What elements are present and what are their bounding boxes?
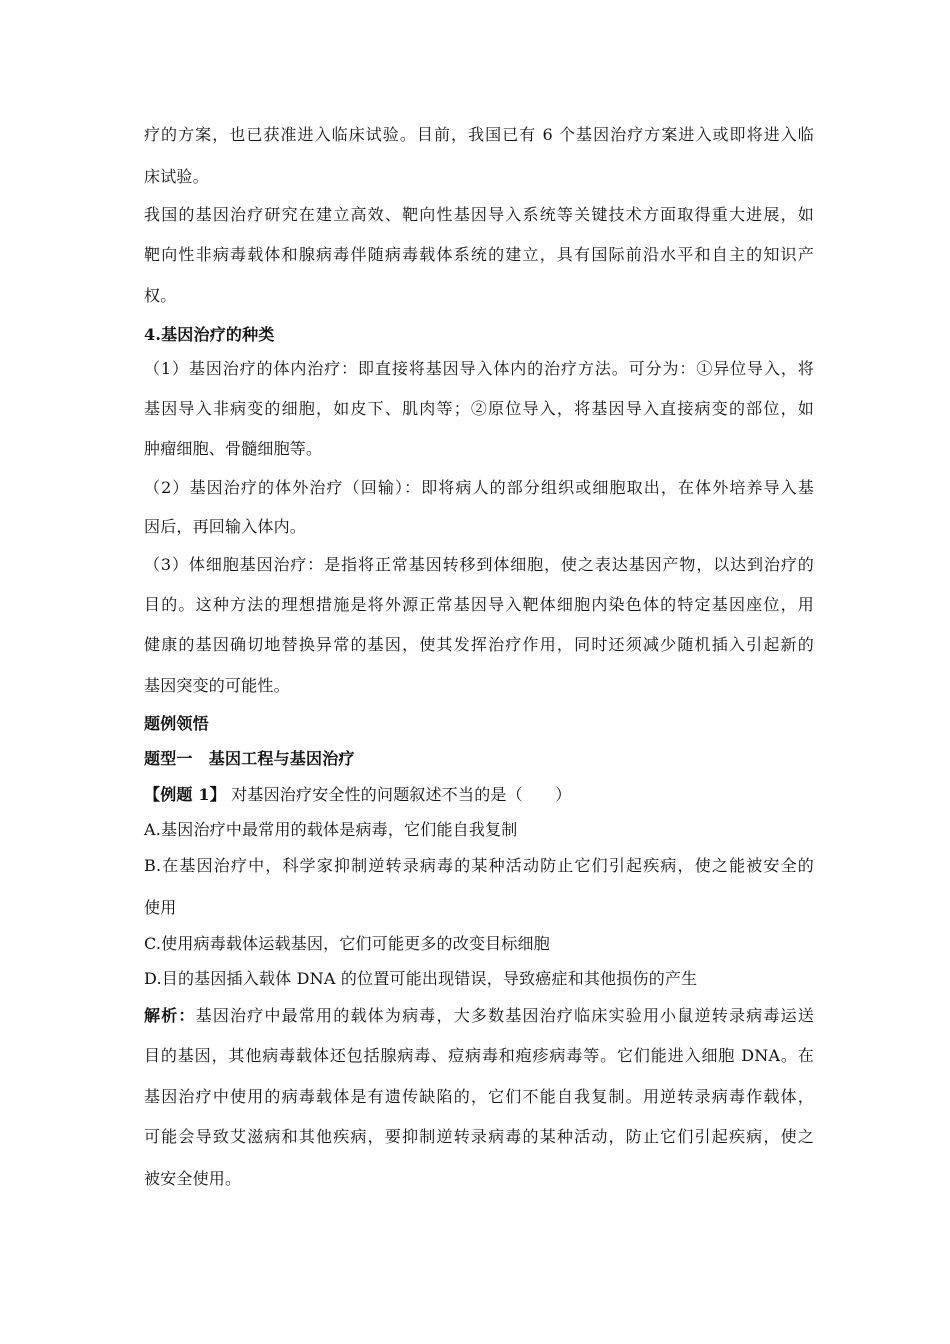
text-line: 基因导入非病变的细胞，如皮下、肌肉等；②原位导入，将基因导入直接病变的部位，如 <box>144 399 814 418</box>
text-line: 床试验。 <box>144 167 209 186</box>
text-line: 可能会导致艾滋病和其他疾病，要抑制逆转录病毒的某种活动，防止它们引起疾病，使之 <box>144 1127 814 1146</box>
text-line: 基因突变的可能性。 <box>144 676 290 695</box>
section-heading: 4.基因治疗的种类 <box>144 325 275 344</box>
text-line: 疗的方案，也已获准进入临床试验。目前，我国已有 6 个基因治疗方案进入或即将进入临 <box>144 125 814 144</box>
text-line: （2）基因治疗的体外治疗（回输）：即将病人的部分组织或细胞取出，在体外培养导入基 <box>144 478 814 497</box>
text-line: 目的。这种方法的理想措施是将外源正常基因导入靶体细胞内染色体的特定基因座位，用 <box>144 595 814 614</box>
text-line: 靶向性非病毒载体和腺病毒伴随病毒载体系统的建立，具有国际前沿水平和自主的知识产 <box>144 245 814 264</box>
text-line: （3）体细胞基因治疗：是指将正常基因转移到体细胞，使之表达基因产物，以达到治疗的 <box>144 555 814 574</box>
section-heading: 题例领悟 <box>144 714 209 733</box>
text-line: 我国的基因治疗研究在建立高效、靶向性基因导入系统等关键技术方面取得重大进展，如 <box>144 205 814 224</box>
bold-prefix: 解析： <box>144 1006 196 1025</box>
question-line: 【例题 1】 对基因治疗安全性的问题叙述不当的是（ ） <box>144 785 572 804</box>
text-line: 目的基因，其他病毒载体还包括腺病毒、痘病毒和疱疹病毒等。它们能进入细胞 DNA。在 <box>144 1046 814 1065</box>
analysis-line: 解析：基因治疗中最常用的载体为病毒，大多数基因治疗临床实验用小鼠逆转录病毒运送 <box>144 1006 814 1025</box>
text-line: （1）基因治疗的体内治疗：即直接将基因导入体内的治疗方法。可分为：①异位导入，将 <box>144 359 814 378</box>
section-heading: 题型一 基因工程与基因治疗 <box>144 749 355 768</box>
option-a: A.基因治疗中最常用的载体是病毒，它们能自我复制 <box>144 820 518 839</box>
option-c: C.使用病毒载体运载基因，它们可能更多的改变目标细胞 <box>144 934 550 953</box>
option-b: B.在基因治疗中，科学家抑制逆转录病毒的某种活动防止它们引起疾病，使之能被安全的 <box>144 856 814 875</box>
text-line: 健康的基因确切地替换异常的基因，使其发挥治疗作用，同时还须减少随机插入引起新的 <box>144 635 814 654</box>
option-d: D.目的基因插入载体 DNA 的位置可能出现错误，导致癌症和其他损伤的产生 <box>144 969 698 988</box>
text-line: 权。 <box>144 286 177 305</box>
option-b-cont: 使用 <box>144 898 177 917</box>
text-line: 因后，再回输入体内。 <box>144 517 307 536</box>
bold-prefix: 【例题 1】 <box>144 785 226 804</box>
text-line: 被安全使用。 <box>144 1169 242 1188</box>
text-line: 肿瘤细胞、骨髓细胞等。 <box>144 439 323 458</box>
text-line: 基因治疗中使用的病毒载体是有遗传缺陷的，它们不能自我复制。用逆转录病毒作载体， <box>144 1087 814 1106</box>
